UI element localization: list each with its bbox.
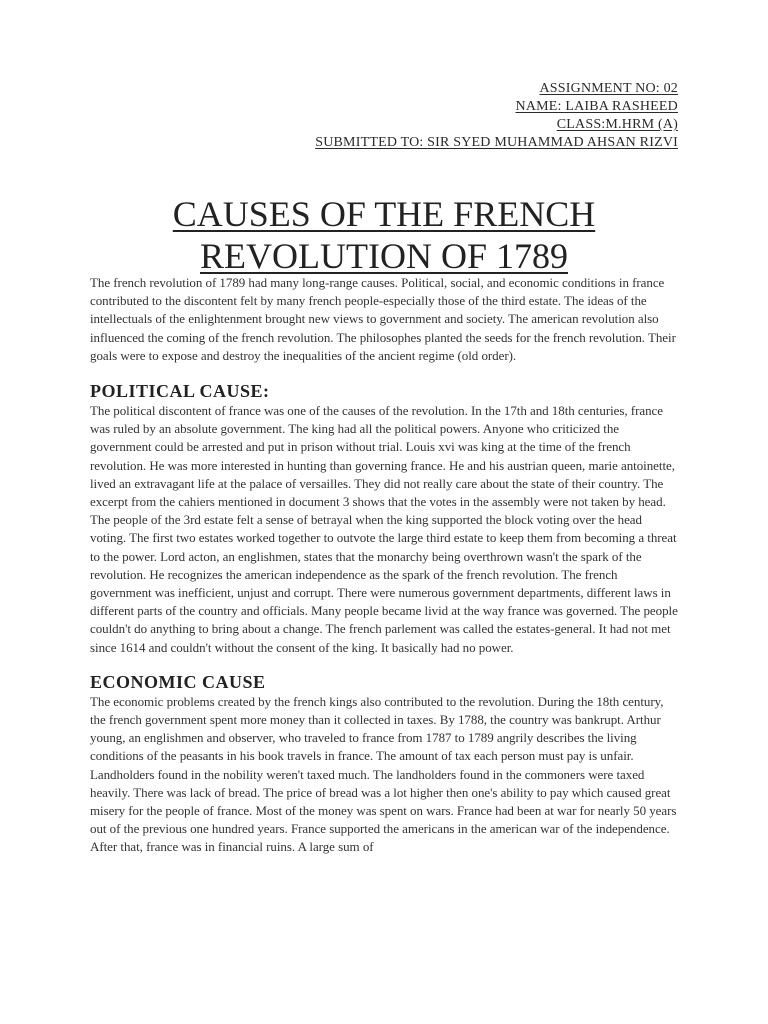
intro-paragraph: The french revolution of 1789 had many long-range causes. Political, social, and economic conditions in france contributed to the discontent felt by many french people-especially those of the third estate. The ideas of the intellectuals of the enlightenment brought new views to government and society. The american revolution also influenced the coming of the french revolution. The philosophes planted the seeds for the french revolution. Their goals were to expose and destroy the inequalities of the ancient regime (old order). xyxy=(90,275,676,363)
assignment-header xyxy=(315,80,678,152)
title-line-1: CAUSES OF THE FRENCH xyxy=(172,194,596,234)
assignment-number: ASSIGNMENT NO: 02 xyxy=(539,81,678,96)
political-cause-paragraph: The political discontent of france was one of the causes of the revolution. In the 17th and 18th centuries, france was ruled by an absolute government. The king had all the political powers. Anyone who criticized the government could be arrested and put in prison without trial. Louis xvi was king at the time of the french revolution. He was more interested in hunting than governing france. He and his austrian queen, marie antoinette, lived an extravagant life at the palace of versailles. They did not really care about the state of their country. The excerpt from the cahiers mentioned in document 3 shows that the votes in the assembly were not taken by head. The people of the 3rd estate felt a sense of betrayal when the king supported the block voting over the head voting. The first two estates worked together to outvote the large third estate to keep them from becoming a threat to the power. Lord acton, an englishmen, states that the monarchy being overthrown wasn't the spark of the revolution. He recognizes the american independence as the spark of the french revolution. The french government was inefficient, unjust and corrupt. There were numerous government departments, different laws in different parts of the country and officials. Many people became livid at the way france was governed. The people couldn't do anything to bring about a change. The french parlement was called the estates-general. It had not met since 1614 and couldn't without the consent of the king. It basically had no power. xyxy=(90,403,678,655)
document-title xyxy=(0,193,768,277)
title-line-2: REVOLUTION OF 1789 xyxy=(200,236,568,276)
economic-cause-paragraph: The economic problems created by the french kings also contributed to the revolution. During the 18th century, the french government spent more money than it collected in taxes. By 1788, the country was bankrupt. Arthur young, an englishmen and observer, who traveled to france from 1787 to 1789 angrily describes the living conditions of the peasants in his book travels in france. The amount of tax each person must pay is unfair. Landholders found in the nobility weren't taxed much. The landholders found in the commoners were taxed heavily. There was lack of bread. The price of bread was a lot higher then one's ability to pay which caused great misery for the people of france. Most of the money was spent on wars. France had been at war for nearly 50 years out of the previous one hundred years. France supported the americans in the american war of the independence. After that, france was in financial ruins. A large sum of xyxy=(90,693,677,855)
submitted-to: SUBMITTED TO: SIR SYED MUHAMMAD AHSAN RIZVI xyxy=(315,135,678,150)
student-class: CLASS:M.HRM (A) xyxy=(556,117,678,132)
student-name: NAME: LAIBA RASHEED xyxy=(515,99,678,114)
economic-cause-heading: ECONOMIC CAUSE xyxy=(90,671,266,692)
political-cause-heading: POLITICAL CAUSE: xyxy=(90,381,270,402)
document-body xyxy=(90,274,680,857)
